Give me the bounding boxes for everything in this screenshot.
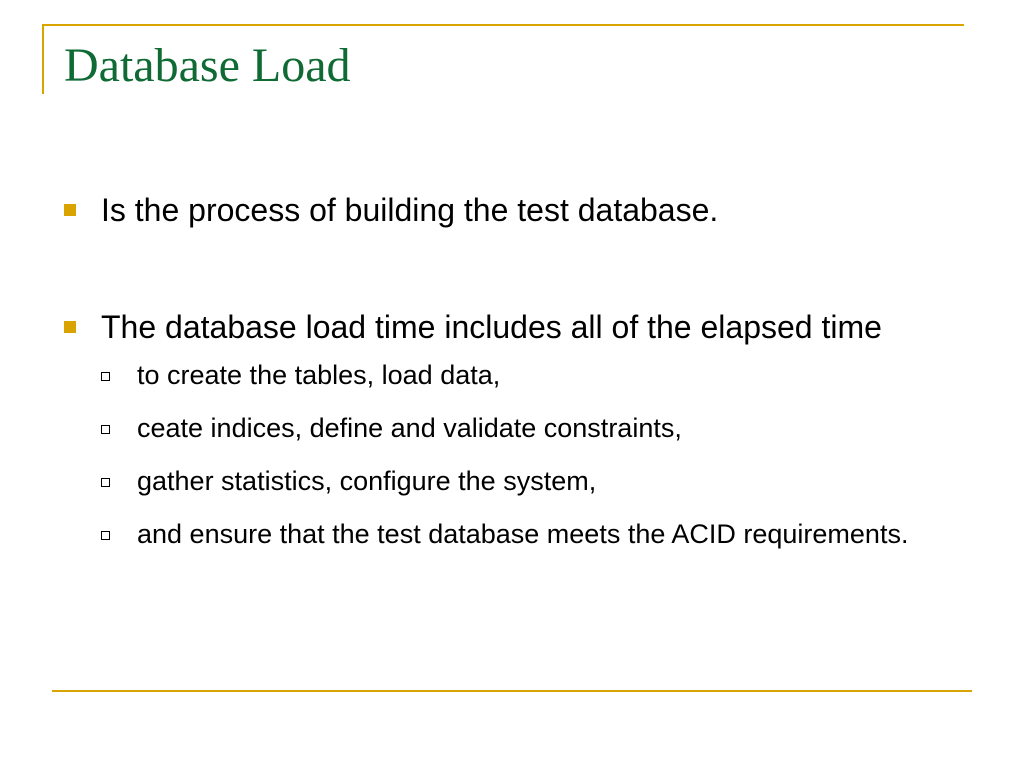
bullet-text: Is the process of building the test database.: [101, 192, 719, 228]
sub-bullet-item: [64, 357, 964, 393]
hollow-square-bullet-icon: [101, 531, 110, 540]
slide-title: Database Load: [64, 39, 351, 92]
slide-body: [64, 190, 964, 569]
filled-square-bullet-icon: [64, 321, 76, 333]
filled-square-bullet-icon: [64, 204, 76, 216]
sub-bullet-text: gather statistics, configure the system,: [137, 466, 597, 496]
sub-bullet-text: and ensure that the test database meets the ACID requirements.: [137, 519, 909, 549]
sub-bullet-item: [64, 463, 964, 499]
bullet-text: The database load time includes all of the elapsed time: [101, 309, 882, 345]
sub-bullet-item: [64, 516, 964, 552]
hollow-square-bullet-icon: [101, 372, 110, 381]
sub-bullet-text: ceate indices, define and validate constraints,: [137, 413, 682, 443]
bullet-item: [64, 307, 964, 348]
bottom-rule-line: [52, 690, 972, 692]
sub-bullet-list: [64, 357, 964, 552]
sub-bullet-item: [64, 410, 964, 446]
left-rule-line: [42, 24, 44, 94]
sub-bullet-text: to create the tables, load data,: [137, 360, 501, 390]
bullet-item: [64, 190, 964, 231]
top-rule-line: [42, 24, 964, 26]
hollow-square-bullet-icon: [101, 425, 110, 434]
hollow-square-bullet-icon: [101, 478, 110, 487]
